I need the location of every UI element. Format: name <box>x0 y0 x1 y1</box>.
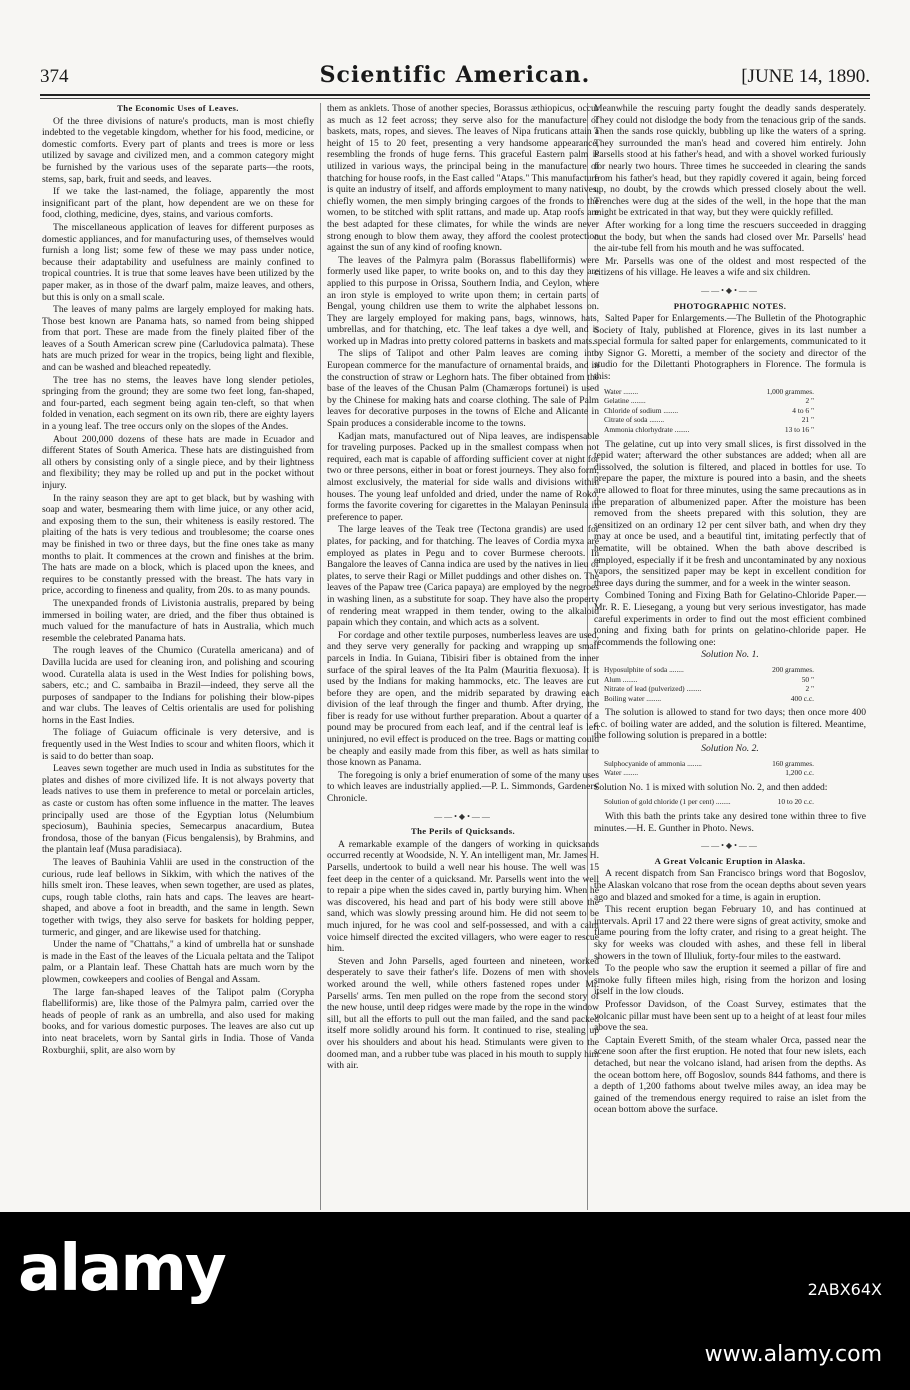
formula-solution-2 <box>604 759 814 778</box>
page-number: 374 <box>40 66 69 87</box>
formula-salted-paper <box>604 387 814 435</box>
paragraph: The leaves of the Palmyra palm (Borassus flabelliformis) were formerly used like paper, to write books on, and to this day they are applied to this purpose in Orissa, Southern India, and Ceylon, where an iron style is employed to write upon them; in certain parts of Bengal, young children use them to write the alphabet lessons on. They are largely employed for making pans, bags, winnows, hats, umbrellas, and for thatching, etc. The leaf takes a dye well, and is worked up in Madras into pretty colored patterns in baskets and mats. <box>327 254 599 347</box>
paragraph: In the rainy season they are apt to get black, but by washing with soap and water, besmearing them with lime juice, or any other acid, and exposing them to the sun, their whiteness is easily restored. The plaiting of the hats is very tedious and troublesome; the coarse ones may be finished in two or three days, but the fine ones take as many months to plait. It commences at the crown and finishes at the brim. The hats are made on a block, which is placed upon the knees, and requires to be constantly pressed with the breast. The hats vary in price, according to fineness and quality, from 20s. to as many pounds. <box>42 492 314 597</box>
paragraph: A recent dispatch from San Francisco brings word that Bogoslov, the Alaskan volcano that rose from the ocean depths about seven years ago and blazed and smoked for a time, is again in eruption. <box>594 868 866 903</box>
formula-row <box>604 396 814 406</box>
formula-row <box>604 684 814 694</box>
paragraph: them as anklets. Those of another species, Borassus æthiopicus, occur as much as 12 feet across; they serve also for the manufacture of baskets, mats, ropes, and sieves. The leaves of Nipa fruticans attain a height of 15 to 20 feet, presenting a very handsome appearance, resembling the fronds of huge ferns. This graceful Eastern palm is utilized in various ways, the principal being in the manufacture of thatching for house roofs, in the East called "Ataps." This manufacture is quite an industry of itself, and affords employment to many natives, chiefly women, the men simply bringing cargoes of the fronds to the women, to be stitched with split rattans, and made up. Atap roofs are the best adapted for these climates, for while the winds are never strong enough to blow them away, they afford the coolest protection against the sun of any kind of roofing known. <box>327 103 599 254</box>
formula-ingredient: Water ........ <box>604 386 639 396</box>
formula-ingredient: Sulphocyanide of ammonia ........ <box>604 758 702 768</box>
formula-amount: 50 " <box>801 674 814 684</box>
paragraph: The large fan-shaped leaves of the Talipot palm (Corypha flabelliformis) are, like those of the Palmyra palm, carried over the heads of people of rank as an umbrella, and also used for making books, and for various domestic purposes. The leaves are also cut up into neat bracelets, worn by Santal girls in India. Those of Vanda Roxburghii, split, are also worn by <box>42 986 314 1056</box>
formula-row <box>604 406 814 416</box>
formula-amount: 21 " <box>801 415 814 425</box>
column-2 <box>327 103 599 1210</box>
article-heading-photographic: PHOTOGRAPHIC NOTES. <box>673 300 787 311</box>
watermark-url: www.alamy.com <box>704 1342 882 1367</box>
formula-amount: 160 grammes. <box>772 758 814 768</box>
paragraph: The slips of Talipot and other Palm leaves are coming into European commerce for the manufacture of ornamental braids, and in the construction of straw or Leghorn hats. The fiber obtained from the base of the leaves of the Chusan Palm (Chamærops fortunei) is used by the Chinese for making hats and coarse clothing. The sale of Palm leaves for decorative purposes in the towns of Elche and Alicante in Spain produces a considerable income to the towns. <box>327 348 599 430</box>
photo-paragraph: Combined Toning and Fixing Bath for Gelatino-Chloride Paper.—Mr. R. E. Liesegang, a young but very serious investigator, has made careful experiments in order to find out the most efficient combined toning and fixing bath for prints on gelatino-chloride paper. He recommends the following one: <box>594 590 866 648</box>
formula-ingredient: Alum ........ <box>604 674 638 684</box>
article-heading-volcanic: A Great Volcanic Eruption in Alaska. <box>654 855 806 866</box>
paragraph: The leaves of Bauhinia Vahlii are used in the construction of the curious, rude leaf bellows in Sikkim, with which the natives of the hills smelt iron. These leaves, when sewn together, are used as plates, cups, rough table cloths, rain hats and caps. The leaves are heart-shaped, and above a foot in breadth, and the same in length. Sewn together with twigs, they also serve for baskets for holding pepper, turmeric, and ginger, and are likewise used for thatching. <box>42 857 314 938</box>
formula-ingredient: Gelatine ........ <box>604 396 646 406</box>
article-body-leaves-continued <box>327 103 599 805</box>
solution-2-title: Solution No. 2. <box>701 743 759 755</box>
paragraph: The tree has no stems, the leaves have long slender petioles, springing from the ground; they are some two feet long, fan-shaped, and four-parted, each segment being again ten-cleft, so that when folded in venation, each segment on its own rib, there are eighty layers in a young leaf. The tree occurs only on the slopes of the Andes. <box>42 374 314 433</box>
paragraph: The rough leaves of the Chumico (Curatella americana) and of Davilla lucida are used for cleaning iron, and polishing and scouring wood. Curatella alata is used in the West Indies for polishing bows, sabers, etc.; and C. sambaiba in Brazil—indeed, they serve all the purposes of sandpaper to the Indians for polishing their blow-pipes and war clubs. The leaves of Celtis orientalis are used for polishing horns in the East Indies. <box>42 645 314 726</box>
paragraph: The foliage of Guiacum officinale is very detersive, and is frequently used in the West Indies to scour and whiten floors, which it is said to do better than soap. <box>42 727 314 762</box>
paragraph: This recent eruption began February 10, and has continued at intervals. April 17 and 22 there were signs of great activity, smoke and flame pouring from the lofty crater, and rising to a great height. The sky for weeks was clouded with ashes, and these fell in liberal showers in the town of Illuliuk, forty-four miles to the eastward. <box>594 904 866 962</box>
article-body-leaves <box>42 116 314 1057</box>
formula-gold-chloride <box>604 797 814 807</box>
formula-amount: 400 c.c. <box>790 693 814 703</box>
header-rule-thin <box>40 98 870 99</box>
column-1 <box>42 103 314 1210</box>
paragraph: Meanwhile the rescuing party fought the deadly sands desperately. They could not dislodge the body from the tenacious grip of the sands. Then the sands rose quickly, bubbling up like the waters of a spring. They surrounded the man's head and covered him entirely. John Parsells stood at his father's head, and with a shovel worked furiously for nearly two hours. Three times he succeeded in clearing the sands from his father's head, but they rapidly covered it again, being forced up, no doubt, by the crowds which pressed closely about the well. Trenches were dug at the sides of the well, in the hope that the man might be extricated in that way, but they were quickly refilled. <box>594 103 866 219</box>
issue-date: [JUNE 14, 1890. <box>741 66 870 87</box>
column-divider <box>320 103 321 1210</box>
formula-row <box>604 665 814 675</box>
paragraph: After working for a long time the rescuers succeeded in dragging out the body, but when the sands had closed over Mr. Parsells' head the air-tube fell from his mouth and he was suffocated. <box>594 219 866 255</box>
formula-amount: 13 to 16 " <box>784 425 814 435</box>
paragraph: Mr. Parsells was one of the oldest and most respected of the citizens of his village. He leaves a wife and six children. <box>594 255 866 279</box>
photo-paragraph: Salted Paper for Enlargements.—The Bulletin of the Photographic Society of Italy, published at Florence, gives in its last number a special formula for salted paper for enlargements, communicated to it by Signor G. Moretti, a member of the society and director of the studio for the Dilettanti Photographers in Florence. The formula is this: <box>594 313 866 383</box>
image-id: 2ABX64X <box>807 1280 882 1299</box>
formula-row <box>604 768 814 778</box>
formula-amount: 10 to 20 c.c. <box>777 797 814 807</box>
formula-ingredient: Boiling water ........ <box>604 693 662 703</box>
photo-paragraph: The solution is allowed to stand for two days; then once more 400 c.c. of boiling water are added, and the solution is filtered. Meantime, the following solution is prepared in a bottle: <box>594 707 866 742</box>
formula-ingredient: Solution of gold chloride (1 per cent) ........ <box>604 797 731 807</box>
formula-row <box>604 387 814 397</box>
solution-1-title: Solution No. 1. <box>701 649 759 661</box>
paragraph: About 200,000 dozens of these hats are made in Ecuador and different States of South America. These hats are distinguished from all others by consisting only of a single piece, and by their lightness and flexibility; they may be rolled up and put in the pocket without injury. <box>42 433 314 491</box>
paragraph: Captain Everett Smith, of the steam whaler Orca, passed near the scene soon after the first eruption. He noted that four new islets, each detached, but near the volcano island, had arisen from the depths. As the ocean bottom here, off Bogoslov, sounds 844 fathoms, and there is a depth of 1,200 fathoms about twelve miles away, an idea may be gained of the tremendous energy required to raise an islet from the ocean bottom above the surface. <box>594 1034 866 1116</box>
formula-row <box>604 415 814 425</box>
paragraph: The leaves of many palms are largely employed for making hats. Those best known are Panama hats, so named from being shipped from that port. These are made from the finely plaited fiber of the leaves of a South American screw pine (Carludovica palmata). These hats are much prized for wear in the tropics, being light and flexible, and can be washed and bleached repeatedly. <box>42 304 314 374</box>
paragraph: The large leaves of the Teak tree (Tectona grandis) are used for plates, for packing, and for thatching. The leaves of Cordia myxa are employed as plates in Pegu and to cover Burmese cheroots. In Bangalore the leaves of Canna indica are used by the natives in lieu of plates, to serve their Ragi or Millet puddings and other dishes on. The leaves of the Papaw tree (Carica papaya) are employed by the negroes in washing linen, as a substitute for soap. They have also the property of rendering meat wrapped in them tender, owing to the alkaloid papain which they contain, and which acts as a solvent. <box>327 524 599 629</box>
formula-ingredient: Chloride of sodium ........ <box>604 405 679 415</box>
formula-amount: 2 " <box>805 684 814 694</box>
paragraph: Kadjan mats, manufactured out of Nipa leaves, are indispensable for traveling purposes. Packed up in the smallest compass when not required, each mat is capable of affording sufficient cover at night for two or three persons, either in boat or forest journeys. They also form, almost exclusively, the material for side walls and divisions within houses. The young leaf unfolded and dried, under the name of Roko, forms the favorite covering for cigarettes in the Malayan Peninsula in preference to paper. <box>327 430 599 523</box>
article-body-quicksands <box>327 839 599 1072</box>
formula-row <box>604 425 814 435</box>
formula-ingredient: Hyposulphite of soda ........ <box>604 664 684 674</box>
formula-amount: 200 grammes. <box>772 664 814 674</box>
formula-ingredient: Ammonia chlorhydrate ........ <box>604 425 690 435</box>
section-divider: ——•◆•—— <box>701 285 759 295</box>
stock-watermark-bar <box>0 1212 910 1390</box>
photo-paragraph: With this bath the prints take any desired tone within three to five minutes.—H. E. Gunther in Photo. News. <box>594 811 866 834</box>
paragraph: The unexpanded fronds of Livistonia australis, prepared by being immersed in boiling water, are dried, and the fiber thus obtained is much valued for the manufacture of hats in Australia, which much resemble the celebrated Panama hats. <box>42 597 314 644</box>
section-divider: ——•◆•—— <box>701 841 759 851</box>
paragraph: To the people who saw the eruption it seemed a pillar of fire and smoke fully fifteen miles high, rising from the horizon and losing itself in the low clouds. <box>594 963 866 998</box>
paragraph: A remarkable example of the dangers of working in quicksands occurred recently at Woodside, N. Y. An intelligent man, Mr. James H. Parsells, undertook to build a well near his house. The well was 15 feet deep in the center of a quicksand. Mr. Parsells went into the well to repair a pipe when the sides caved in, partly burying him. When he was discovered, his head and part of his body were still above the sand, which was slowly pressing around him. He did not seem to be much injured, for he was cool and self-possessed, and with a calm voice himself directed the excited villagers, who were eager to rescue him. <box>327 838 599 955</box>
article-heading-quicksands: The Perils of Quicksands. <box>410 826 516 837</box>
formula-ingredient: Water ........ <box>604 768 639 778</box>
formula-amount: 4 to 6 " <box>792 405 814 415</box>
paragraph: The miscellaneous application of leaves for different purposes as domestic appliances, and for manufacturing uses, of themselves would furnish a long list; some few of these we may pass under notice, because their adaptability and usefulness are mainly confined to tropical countries. It is true that some leaves have been utilized by the paper maker, as in those of the dwarf palm, maize leaves, and others, but this is only on a small scale. <box>42 221 314 303</box>
paragraph: Leaves sewn together are much used in India as substitutes for the plates and dishes of more civilized life. It is not always poverty that leads natives to use them in preference to metal or porcelain articles, as caste or custom has often some influence in the matter. The leaves principally used are those of the Egyptian lotus (Nelumbium speciosum), Bauhinia species, Semecarpus anacardium, Butea frondosa, those of the banyan (Ficus bengalensis), by Brahmins, and the plantain leaf (Musa paradisiaca). <box>42 763 314 856</box>
page-header <box>40 62 870 92</box>
alamy-logo: alamy <box>18 1232 225 1306</box>
section-divider: ——•◆•—— <box>434 811 492 821</box>
header-rule <box>40 94 870 96</box>
formula-amount: 1,000 grammes. <box>766 386 814 396</box>
paragraph: Professor Davidson, of the Coast Survey, estimates that the volcanic pillar must have been sent up to a height of at least four miles above the sea. <box>594 998 866 1034</box>
photo-paragraph: Solution No. 1 is mixed with solution No. 2, and then added: <box>594 781 828 793</box>
formula-row <box>604 694 814 704</box>
paragraph: Under the name of "Chattahs," a kind of umbrella hat or sunshade is made in the East of the leaves of the Licuala peltata and the Talipot palm, or a Plantain leaf. These Chattah hats are much worn by the plowmen, cowkeepers and coolies of Bengal and Assam. <box>42 939 314 985</box>
formula-row <box>604 759 814 769</box>
formula-row <box>604 797 814 807</box>
column-3 <box>594 103 866 1210</box>
formula-amount: 1,200 c.c. <box>785 768 814 778</box>
formula-ingredient: Citrate of soda ........ <box>604 415 665 425</box>
masthead-text: Scientific American. <box>319 62 591 88</box>
paragraph: If we take the last-named, the foliage, apparently the most insignificant part of the plant, how dependent are we on these for food, clothing, medicine, dyes, stains, and various comforts. <box>42 186 314 221</box>
paragraph: Of the three divisions of nature's products, man is most chiefly indebted to the vegetable kingdom, whether for his food, medicine, or domestic comforts. Every part of plants and trees is more or less utilized by savage and civilized men, and a common category might be furnished by the various uses of the separate parts—the roots, stems, sap, bark, fruit and seeds, and leaves. <box>42 115 314 185</box>
article-body-volcanic <box>594 868 866 1115</box>
formula-solution-1 <box>604 665 814 703</box>
formula-amount: 2 " <box>805 396 814 406</box>
paragraph: For cordage and other textile purposes, numberless leaves are used, and they serve very generally for packing and wrapping up small parcels in India. In Guiana, Tibisiri fiber is obtained from the inner surface of the spiral leaves of the Ita Palm (Mauritia flexuosa). It is used by the Indians for making hammocks, etc. The leaves are cut before they are open, and the midrib separated by drawing each division of the leaf through the finger and thumb. After drying, the fiber is ready for use without further preparation. About a quarter of a pound may be procured from each leaf, and if the central leaf is left uninjured, no evil effect is produced on the tree. Bags or matting could be cheaply and easily made from this fiber, as well as hats similar to those known as Panama. <box>327 629 599 769</box>
article-heading-leaves: The Economic Uses of Leaves. <box>117 103 239 113</box>
formula-ingredient: Nitrate of lead (pulverized) ........ <box>604 684 702 694</box>
formula-row <box>604 675 814 685</box>
photo-paragraph: The gelatine, cut up into very small slices, is first dissolved in the tepid water; afterward the other substances are added; when all are dissolved, the solution is filtered, and placed in bottles for use. To prepare the paper, the mixture is poured into a basin, and the sheets are allowed to float for three minutes, using the same precautions as in the preparation of albumenized paper. After the moisture has been removed from the sheets prepared with this solution, they are sensitized on an ordinary 12 per cent silver bath, and when dry they may at once be used, and a beautiful tint, imitating perfectly that of hematite, will be obtained. When the bath above described is employed, especially if it be fresh and uncontaminated by any noxious vapors, the sensitized paper may be kept in excellent condition for three days during the summer, and for a week in the winter season. <box>594 438 866 589</box>
paragraph: Steven and John Parsells, aged fourteen and nineteen, worked desperately to save their father's life. Dozens of men with shovels worked around the well, while others fastened ropes under Mr. Parsells' arms. Ten men pulled on the rope from the second story of the new house, until deep ridges were made by the rope in the window sill, but all the efforts to pull out the man failed, and the sand packed itself more solidly around his form. It continued to rise, stealing up over his shoulders and about his head. Stimulants were given to the doomed man, and a rubber tube was placed in his mouth to supply him with air. <box>327 955 599 1072</box>
article-body-quicksands-continued <box>594 103 866 279</box>
paragraph: The foregoing is only a brief enumeration of some of the many uses to which leaves are industrially applied.—P. L. Simmonds, Gardeners' Chronicle. <box>327 769 599 805</box>
